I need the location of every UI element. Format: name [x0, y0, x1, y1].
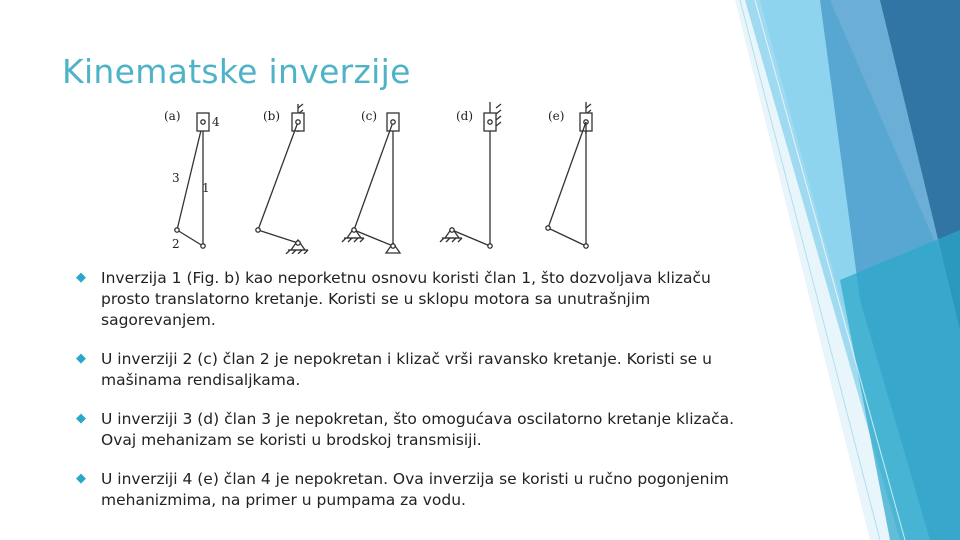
diamond-bullet-icon: ◆: [76, 411, 86, 426]
diamond-bullet-icon: ◆: [76, 270, 86, 285]
mechanism-e: [546, 102, 592, 248]
link-number-3: 3: [172, 171, 180, 185]
link-number-1: 1: [202, 181, 210, 195]
bullet-item: [76, 409, 756, 451]
mechanism-d: [440, 102, 501, 248]
figure-label-d: (d): [456, 109, 474, 123]
bullet-item: [76, 268, 756, 331]
diamond-bullet-icon: ◆: [76, 351, 86, 366]
bullet-text: U inverziji 2 (c) član 2 je nepokretan i klizač vrši ravansko kretanje. Koristi se u mašinama rendisaljkama.: [101, 350, 712, 389]
link-number-4: 4: [212, 115, 220, 129]
bullet-list: [76, 268, 756, 529]
figure-label-a: (a): [164, 109, 181, 123]
diamond-bullet-icon: ◆: [76, 471, 86, 486]
link-number-2: 2: [172, 237, 180, 251]
figure-label-c: (c): [361, 109, 378, 123]
figure-label-e: (e): [548, 109, 565, 123]
bullet-item: [76, 349, 756, 391]
slide-title: Kinematske inverzije: [62, 52, 411, 91]
slider-crank-inversions-figure: [150, 98, 610, 254]
mechanism-c: [342, 113, 400, 253]
bullet-text: U inverziji 4 (e) član 4 je nepokretan. Ova inverzija se koristi u ručno pogonjenim mehanizmima, na primer u pumpama za vodu.: [101, 470, 729, 509]
bullet-text: U inverziji 3 (d) član 3 je nepokretan, što omogućava oscilatorno kretanje klizača. Ovaj mehanizam se koristi u brodskoj transmisiji.: [101, 410, 735, 449]
bullet-text: Inverzija 1 (Fig. b) kao neporketnu osnovu koristi član 1, što dozvoljava klizaču prosto translatorno kretanje. Koristi se u sklopu motora sa unutrašnjim sagorevanjem.: [101, 269, 711, 329]
mechanism-b: [256, 104, 308, 254]
figure-label-b: (b): [263, 109, 281, 123]
bullet-item: [76, 469, 756, 511]
